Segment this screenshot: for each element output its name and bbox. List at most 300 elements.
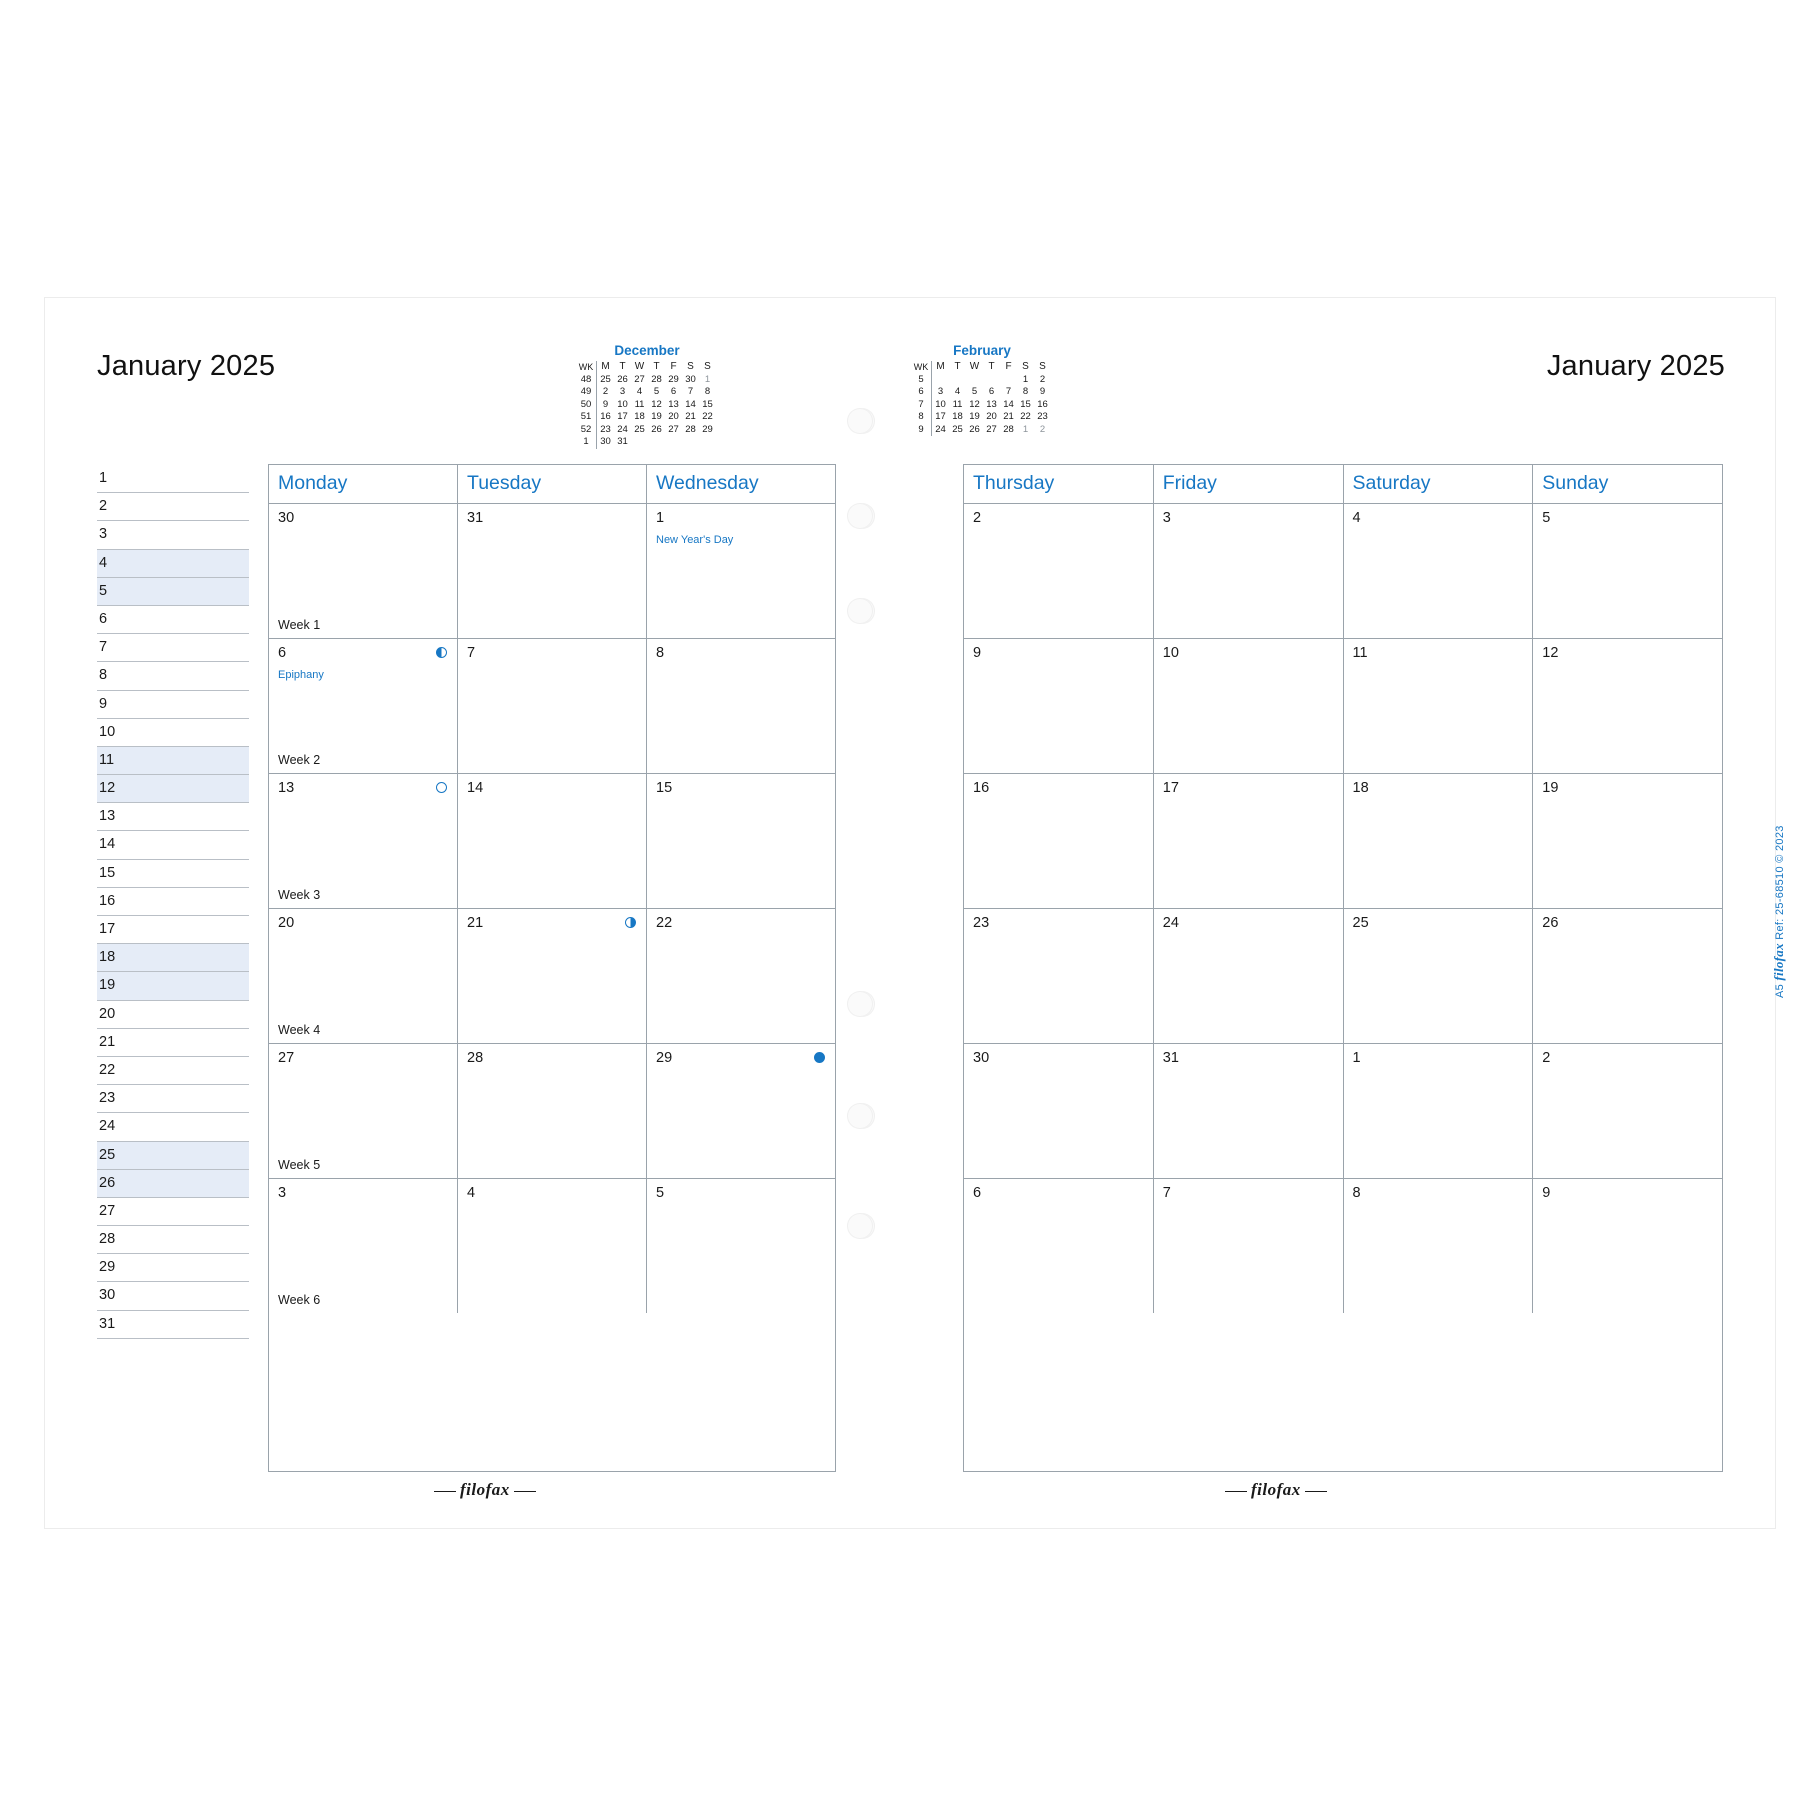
week-label: Week 2 <box>278 753 321 767</box>
mini-day-cell: 6 <box>670 386 677 397</box>
mini-week-row <box>913 374 1051 387</box>
day-cell[interactable] <box>458 639 647 773</box>
notes-row-number: 10 <box>99 723 116 740</box>
mini-calendar-february <box>913 343 1051 436</box>
mini-day-cell: 1 <box>1022 423 1029 435</box>
mini-day-cell: 13 <box>986 398 997 410</box>
mini-day-cell: 17 <box>935 411 946 422</box>
mini-week-number: 8 <box>913 411 932 424</box>
mini-day-cell: 28 <box>651 373 662 385</box>
week-label: Week 6 <box>278 1293 321 1307</box>
notes-row[interactable] <box>97 1254 249 1282</box>
mini-week-number: 5 <box>913 374 932 387</box>
notes-row[interactable] <box>97 1226 249 1254</box>
notes-row-number: 3 <box>99 526 108 543</box>
notes-row-number: 16 <box>99 892 116 909</box>
day-cell[interactable] <box>964 1179 1154 1313</box>
day-number: 14 <box>467 780 484 796</box>
day-number: 23 <box>973 915 990 931</box>
notes-row[interactable] <box>97 493 249 521</box>
mini-day-cell: 4 <box>636 386 643 397</box>
notes-row-number: 25 <box>99 1146 116 1163</box>
mini-day-cell: 17 <box>617 411 628 422</box>
day-cell[interactable] <box>1533 639 1722 773</box>
day-number: 6 <box>278 645 287 661</box>
day-number: 22 <box>656 915 673 931</box>
mini-day-cell: 29 <box>668 373 679 385</box>
mini-calendar-december <box>578 343 716 449</box>
week-row <box>964 1179 1722 1313</box>
moon-phase-icon <box>436 782 447 793</box>
mini-day-cell: 4 <box>954 386 961 397</box>
day-number: 3 <box>278 1185 287 1201</box>
notes-row[interactable] <box>97 775 249 803</box>
mini-week-row <box>578 436 716 449</box>
notes-row-number: 9 <box>99 695 108 712</box>
mini-day-cell: 2 <box>1039 373 1046 385</box>
mini-day-cell: 16 <box>600 411 611 422</box>
moon-phase-icon <box>625 917 636 928</box>
mini-day-cell: 18 <box>952 411 963 422</box>
day-cell[interactable] <box>964 639 1154 773</box>
mini-day-cell: 1 <box>1022 373 1029 385</box>
day-cell[interactable] <box>1344 1179 1534 1313</box>
mini-week-number: 52 <box>578 424 597 437</box>
week-row <box>964 909 1722 1044</box>
planner-spread <box>45 298 1786 1528</box>
day-number: 13 <box>278 780 295 796</box>
notes-row[interactable] <box>97 972 249 1000</box>
week-row <box>269 1179 835 1313</box>
mini-day-cell: 10 <box>935 398 946 410</box>
day-cell[interactable] <box>458 504 647 638</box>
day-cell[interactable] <box>1533 1044 1722 1178</box>
mini-wk-header: WK <box>578 361 597 374</box>
notes-row[interactable] <box>97 1001 249 1029</box>
day-cell[interactable] <box>647 774 835 908</box>
mini-day-header: W <box>969 361 980 372</box>
notes-row[interactable] <box>97 1170 249 1198</box>
mini-day-cell <box>699 436 716 449</box>
mini-day-cell: 24 <box>617 423 628 435</box>
day-cell[interactable] <box>647 1044 835 1178</box>
notes-row[interactable] <box>97 691 249 719</box>
mini-day-cell: 3 <box>937 386 944 397</box>
mini-day-cell: 21 <box>685 411 696 422</box>
notes-row[interactable] <box>97 831 249 859</box>
mini-day-cell: 19 <box>651 411 662 422</box>
mini-day-cell: 27 <box>668 423 679 435</box>
ring-hole <box>847 503 873 529</box>
notes-row[interactable] <box>97 606 249 634</box>
day-cell[interactable] <box>647 1179 835 1313</box>
day-cell[interactable] <box>1154 504 1344 638</box>
notes-row-number: 13 <box>99 808 116 825</box>
day-number: 7 <box>1162 1185 1171 1201</box>
day-cell[interactable] <box>269 909 458 1043</box>
mini-day-cell: 3 <box>619 386 626 397</box>
notes-row-number: 5 <box>99 582 108 599</box>
notes-row-number: 18 <box>99 949 116 966</box>
mini-week-row <box>913 424 1051 437</box>
mini-day-cell: 9 <box>602 398 609 410</box>
ring-hole <box>847 408 873 434</box>
notes-row-number: 17 <box>99 921 116 937</box>
mini-day-cell: 18 <box>634 411 645 422</box>
notes-row[interactable] <box>97 1142 249 1170</box>
day-cell[interactable] <box>1344 504 1534 638</box>
day-number: 28 <box>467 1050 484 1066</box>
day-number: 20 <box>278 915 295 931</box>
notes-row[interactable] <box>97 1282 249 1310</box>
notes-row[interactable] <box>97 1198 249 1226</box>
mini-day-cell: 23 <box>600 423 611 435</box>
weekday-header-row-left <box>269 465 835 504</box>
mini-day-header: T <box>988 361 995 372</box>
day-cell[interactable] <box>1533 909 1722 1043</box>
mini-day-cell: 22 <box>1020 411 1031 422</box>
day-number: 27 <box>278 1050 295 1066</box>
mini-day-cell: 8 <box>1022 386 1029 397</box>
mini-day-header: T <box>954 361 961 372</box>
mini-day-cell: 8 <box>704 386 711 397</box>
day-cell[interactable] <box>269 1179 458 1313</box>
weekday-header-saturday: Saturday <box>1344 465 1534 503</box>
mini-day-cell: 28 <box>1003 423 1014 435</box>
day-number: 5 <box>1542 510 1551 526</box>
week-row <box>964 504 1722 639</box>
day-cell[interactable] <box>1533 1179 1722 1313</box>
mini-day-header: W <box>634 361 645 372</box>
notes-row-number: 19 <box>99 977 116 994</box>
mini-day-cell: 14 <box>1003 398 1014 410</box>
day-cell[interactable] <box>1154 1179 1344 1313</box>
mini-day-header: S <box>687 361 694 372</box>
notes-row[interactable] <box>97 747 249 775</box>
week-row <box>269 639 835 774</box>
notes-row[interactable] <box>97 521 249 549</box>
mini-day-cell: 19 <box>969 411 980 422</box>
notes-row-number: 1 <box>99 470 108 486</box>
notes-row[interactable] <box>97 662 249 690</box>
day-cell[interactable] <box>269 504 458 638</box>
mini-calendar-december-name: December <box>614 343 680 358</box>
day-cell[interactable] <box>269 774 458 908</box>
mini-day-cell <box>648 436 665 449</box>
spine-reference <box>1771 825 1787 998</box>
mini-week-number: 1 <box>578 436 597 449</box>
mini-day-cell: 25 <box>600 373 611 385</box>
mini-day-cell: 25 <box>634 423 645 435</box>
notes-row-number: 31 <box>99 1315 116 1332</box>
notes-row-number: 20 <box>99 1005 116 1022</box>
mini-day-cell <box>949 374 966 387</box>
notes-row-number: 15 <box>99 864 116 881</box>
mini-week-number: 7 <box>913 399 932 412</box>
day-number: 29 <box>656 1050 673 1066</box>
day-cell[interactable] <box>647 504 835 638</box>
day-number: 18 <box>1352 780 1369 796</box>
mini-week-number: 51 <box>578 411 597 424</box>
notes-row-number: 2 <box>99 498 108 515</box>
day-number: 3 <box>1162 510 1171 526</box>
day-cell[interactable] <box>964 774 1154 908</box>
notes-row[interactable] <box>97 803 249 831</box>
week-row <box>269 1044 835 1179</box>
mini-week-row <box>578 386 716 399</box>
mini-day-cell: 14 <box>685 398 696 410</box>
notes-row-number: 6 <box>99 610 108 627</box>
day-number: 16 <box>973 780 990 796</box>
day-number: 8 <box>1352 1185 1361 1201</box>
mini-week-row <box>913 386 1051 399</box>
day-cell[interactable] <box>1154 774 1344 908</box>
day-cell[interactable] <box>458 774 647 908</box>
mini-day-header: S <box>1039 361 1046 372</box>
mini-day-header: M <box>936 361 945 372</box>
notes-row[interactable] <box>97 1113 249 1141</box>
notes-row[interactable] <box>97 888 249 916</box>
mini-day-cell: 11 <box>634 398 645 410</box>
mini-week-number: 6 <box>913 386 932 399</box>
day-number: 10 <box>1162 645 1179 661</box>
notes-row[interactable] <box>97 465 249 493</box>
weekday-header-sunday: Sunday <box>1542 472 1609 494</box>
day-number: 15 <box>656 780 673 796</box>
mini-day-header: F <box>1005 361 1012 372</box>
day-cell[interactable] <box>1154 639 1344 773</box>
mini-day-cell: 30 <box>685 373 696 385</box>
mini-week-number: 48 <box>578 374 597 387</box>
day-number: 2 <box>1542 1050 1551 1066</box>
day-number: 1 <box>656 510 665 526</box>
day-number: 19 <box>1542 780 1559 796</box>
mini-day-cell <box>932 374 950 387</box>
day-cell[interactable] <box>1344 639 1534 773</box>
notes-row[interactable] <box>97 719 249 747</box>
weekly-grid-left <box>268 464 836 1472</box>
mini-day-cell: 16 <box>1037 398 1048 410</box>
mini-week-row <box>578 399 716 412</box>
day-cell[interactable] <box>647 909 835 1043</box>
notes-row-number: 7 <box>99 639 108 656</box>
mini-day-cell: 5 <box>971 386 978 397</box>
day-cell[interactable] <box>458 909 647 1043</box>
page-title-left: January 2025 <box>97 350 276 382</box>
ring-hole <box>847 1213 873 1239</box>
page-title-right: January 2025 <box>1546 350 1725 382</box>
day-number: 1 <box>1352 1050 1361 1066</box>
mini-week-number: 49 <box>578 386 597 399</box>
mini-day-cell: 9 <box>1039 386 1046 397</box>
mini-day-cell <box>631 436 648 449</box>
mini-day-cell: 26 <box>651 423 662 435</box>
mini-day-cell <box>983 374 1000 387</box>
day-number: 30 <box>973 1050 990 1066</box>
notes-row[interactable] <box>97 1057 249 1085</box>
day-cell[interactable] <box>1154 909 1344 1043</box>
mini-day-cell: 12 <box>969 398 980 410</box>
day-number: 4 <box>1352 510 1361 526</box>
mini-day-header: S <box>704 361 711 372</box>
notes-row-number: 11 <box>99 751 115 768</box>
notes-row[interactable] <box>97 916 249 944</box>
mini-day-cell: 2 <box>602 386 609 397</box>
mini-week-row <box>913 411 1051 424</box>
week-row <box>269 774 835 909</box>
weekday-header-tuesday: Tuesday <box>458 465 647 503</box>
mini-calendar-february-table <box>913 361 1051 436</box>
week-row <box>269 909 835 1044</box>
day-cell[interactable] <box>1533 774 1722 908</box>
mini-day-header: T <box>653 361 660 372</box>
mini-day-cell: 15 <box>702 398 713 410</box>
day-number: 6 <box>973 1185 982 1201</box>
mini-day-cell: 6 <box>988 386 995 397</box>
notes-row-number: 29 <box>99 1259 116 1276</box>
mini-day-cell: 15 <box>1020 398 1031 410</box>
weekly-grid-right <box>963 464 1723 1472</box>
mini-day-cell: 26 <box>969 423 980 435</box>
day-number: 9 <box>973 645 982 661</box>
day-number: 25 <box>1352 915 1369 931</box>
mini-wk-header: WK <box>913 361 932 374</box>
day-number: 31 <box>1162 1050 1179 1066</box>
day-cell[interactable] <box>1533 504 1722 638</box>
day-cell[interactable] <box>964 1044 1154 1178</box>
mini-day-cell: 30 <box>600 436 611 447</box>
day-number: 9 <box>1542 1185 1551 1201</box>
day-number: 30 <box>278 510 295 526</box>
day-cell[interactable] <box>647 639 835 773</box>
mini-day-cell: 27 <box>634 373 645 385</box>
notes-row-number: 21 <box>99 1033 116 1050</box>
moon-phase-icon <box>814 1052 825 1063</box>
ring-hole <box>847 991 873 1017</box>
day-cell[interactable] <box>964 909 1154 1043</box>
moon-phase-icon <box>436 647 447 658</box>
notes-row-number: 28 <box>99 1231 116 1248</box>
mini-day-cell: 28 <box>685 423 696 435</box>
notes-row-number: 27 <box>99 1202 116 1219</box>
notes-row-number: 26 <box>99 1174 116 1191</box>
notes-row[interactable] <box>97 1085 249 1113</box>
notes-row[interactable] <box>97 860 249 888</box>
week-label: Week 5 <box>278 1158 321 1172</box>
left-sheet <box>45 298 912 1528</box>
day-number: 11 <box>1352 645 1368 661</box>
day-number: 8 <box>656 645 665 661</box>
notes-row-number: 14 <box>99 836 116 853</box>
notes-row-number: 8 <box>99 667 108 684</box>
weekday-header-row-right <box>964 465 1722 504</box>
day-number: 26 <box>1542 915 1559 931</box>
mini-day-cell: 26 <box>617 373 628 385</box>
mini-day-cell: 7 <box>687 386 694 397</box>
day-cell[interactable] <box>269 1044 458 1178</box>
mini-week-row <box>913 399 1051 412</box>
day-number: 24 <box>1162 915 1179 931</box>
notes-row[interactable] <box>97 944 249 972</box>
brand-logo-left: filofax <box>460 1480 510 1499</box>
day-cell[interactable] <box>1154 1044 1344 1178</box>
notes-row-number: 23 <box>99 1090 116 1107</box>
mini-day-cell <box>665 436 682 449</box>
spine-ref: Ref: 25-68510 © 2023 <box>1774 825 1786 940</box>
notes-row-number: 4 <box>99 554 108 571</box>
day-cell[interactable] <box>269 639 458 773</box>
mini-day-cell: 13 <box>668 398 679 410</box>
mini-day-cell: 11 <box>952 398 963 410</box>
day-cell[interactable] <box>1344 909 1534 1043</box>
mini-week-number: 9 <box>913 424 932 437</box>
mini-day-cell: 23 <box>1037 411 1048 422</box>
mini-day-cell: 21 <box>1003 411 1014 422</box>
mini-day-cell: 2 <box>1039 423 1046 435</box>
spine-size: A5 <box>1774 983 1786 998</box>
notes-row-number: 12 <box>99 780 116 797</box>
day-cell[interactable] <box>1344 1044 1534 1178</box>
day-cell[interactable] <box>964 504 1154 638</box>
mini-day-cell <box>966 374 983 387</box>
week-label: Week 1 <box>278 618 321 632</box>
notes-row[interactable] <box>97 578 249 606</box>
notes-row[interactable] <box>97 550 249 578</box>
weekday-header-monday: Monday <box>269 465 458 503</box>
mini-day-cell: 1 <box>704 373 711 385</box>
day-number: 17 <box>1162 780 1179 796</box>
day-number: 4 <box>467 1185 476 1201</box>
mini-day-cell: 20 <box>668 411 679 422</box>
ring-hole <box>847 1103 873 1129</box>
week-row <box>964 1044 1722 1179</box>
week-row <box>269 504 835 639</box>
mini-day-header: M <box>601 361 610 372</box>
notes-row-number: 24 <box>99 1118 116 1135</box>
mini-day-cell: 27 <box>986 423 997 435</box>
mini-day-cell: 24 <box>935 423 946 435</box>
day-cell[interactable] <box>458 1179 647 1313</box>
mini-week-number: 50 <box>578 399 597 412</box>
notes-column <box>97 465 249 1339</box>
notes-row-number: 22 <box>99 1061 116 1078</box>
mini-day-cell: 29 <box>702 423 713 435</box>
ring-hole <box>847 598 873 624</box>
weekday-header-thursday: Thursday <box>964 465 1154 503</box>
mini-day-cell: 20 <box>986 411 997 422</box>
mini-day-header: S <box>1022 361 1029 372</box>
day-number: 12 <box>1542 645 1559 661</box>
mini-day-cell: 22 <box>702 411 713 422</box>
week-row <box>964 774 1722 909</box>
mini-week-row <box>578 411 716 424</box>
mini-day-cell <box>1000 374 1017 387</box>
day-number: 2 <box>973 510 982 526</box>
mini-day-cell: 25 <box>952 423 963 435</box>
notes-row[interactable] <box>97 634 249 662</box>
notes-row[interactable] <box>97 1029 249 1057</box>
mini-calendar-february-name: February <box>953 343 1011 358</box>
day-cell[interactable] <box>1344 774 1534 908</box>
mini-day-header: T <box>619 361 626 372</box>
notes-row-number: 30 <box>99 1287 116 1304</box>
mini-day-cell: 31 <box>617 436 628 447</box>
brand-logo-right: filofax <box>1251 1480 1301 1499</box>
notes-row[interactable] <box>97 1311 249 1339</box>
day-number: 7 <box>467 645 476 661</box>
mini-day-cell: 12 <box>651 398 662 410</box>
day-cell[interactable] <box>458 1044 647 1178</box>
